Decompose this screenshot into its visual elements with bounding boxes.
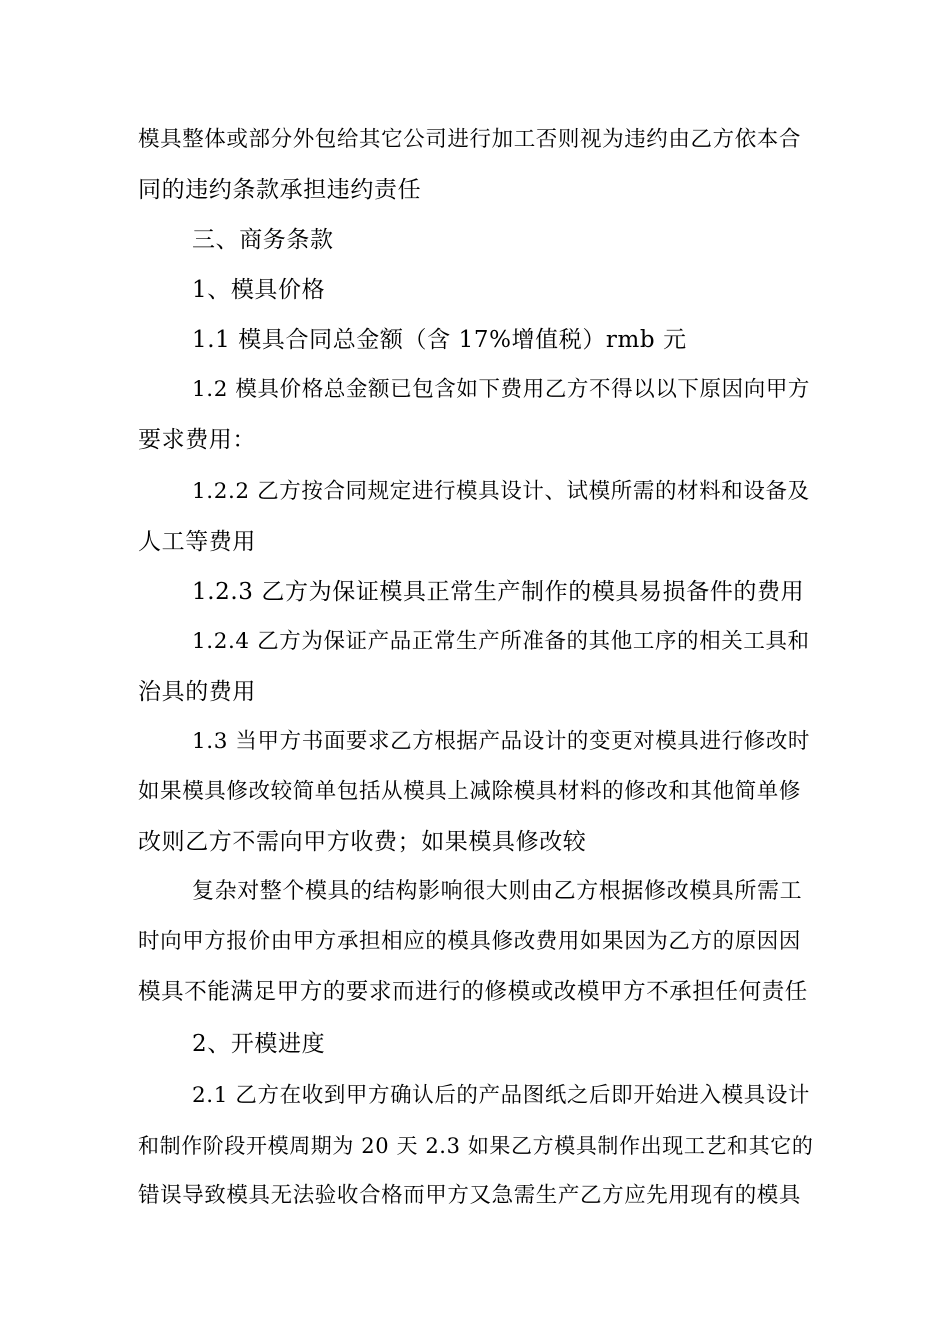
text-line: 1.2.4 乙方为保证产品正常生产所准备的其他工序的相关工具和 — [192, 629, 810, 654]
text-line: 1.2.2 乙方按合同规定进行模具设计、试模所需的材料和设备及 — [192, 479, 810, 504]
text-line: 和制作阶段开模周期为 20 天 2.3 如果乙方模具制作出现工艺和其它的 — [138, 1134, 814, 1158]
text-line: 要求费用： — [138, 427, 256, 453]
text-line: 复杂对整个模具的结构影响很大则由乙方根据修改模具所需工 — [192, 879, 803, 904]
text-line: 改则乙方不需向甲方收费；如果模具修改较 — [138, 829, 587, 855]
text-line: 1.3 当甲方书面要求乙方根据产品设计的变更对模具进行修改时 — [192, 729, 811, 754]
text-line: 同的违约条款承担违约责任 — [138, 177, 422, 203]
text-line: 模具整体或部分外包给其它公司进行加工否则视为违约由乙方依本合 — [138, 127, 802, 152]
text-line: 模具不能满足甲方的要求而进行的修模或改模甲方不承担任何责任 — [138, 979, 808, 1005]
text-line: 1.2.3 乙方为保证模具正常生产制作的模具易损备件的费用 — [192, 579, 805, 605]
text-line: 错误导致模具无法验收合格而甲方又急需生产乙方应先用现有的模具 — [138, 1183, 802, 1208]
text-line: 治具的费用 — [138, 679, 256, 705]
subsection-heading: 1、模具价格 — [192, 277, 326, 303]
text-line: 如果模具修改较简单包括从模具上减除模具材料的修改和其他简单修 — [138, 779, 802, 804]
text-line: 2.1 乙方在收到甲方确认后的产品图纸之后即开始进入模具设计 — [192, 1083, 811, 1108]
section-heading: 三、商务条款 — [192, 227, 334, 253]
text-line: 1.1 模具合同总金额（含 17%增值税）rmb 元 — [192, 327, 687, 353]
text-line: 1.2 模具价格总金额已包含如下费用乙方不得以以下原因向甲方 — [192, 377, 811, 402]
text-line: 时向甲方报价由甲方承担相应的模具修改费用如果因为乙方的原因因 — [138, 929, 802, 954]
text-line: 人工等费用 — [138, 529, 256, 555]
subsection-heading: 2、开模进度 — [192, 1031, 326, 1057]
